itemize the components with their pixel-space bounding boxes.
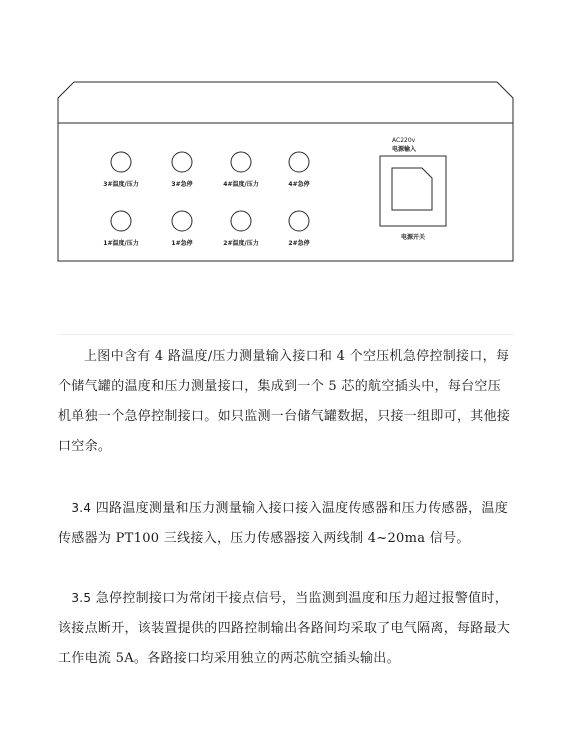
- device-panel-diagram: [0, 0, 569, 335]
- power-voltage-label: AC220v: [392, 137, 416, 144]
- port-label: 3#温度/压力: [103, 181, 139, 188]
- section-text: 四路温度测量和压力测量输入接口接入温度传感器和压力传感器，温度传感器为 PT100 三线接入，压力传感器接入两线制 4~20ma 信号。: [58, 501, 509, 546]
- port-label: 1#急停: [171, 240, 193, 247]
- port-label: 4#温度/压力: [223, 181, 259, 188]
- paragraph-3-5: [58, 583, 513, 674]
- port-label: 4#急停: [288, 181, 310, 188]
- power-input-label: 电源输入: [392, 146, 417, 153]
- section-number: 3.5: [71, 591, 92, 605]
- paragraph-text: [58, 583, 513, 674]
- section-number: 3.4: [71, 501, 92, 515]
- port-label: 2#急停: [288, 240, 310, 247]
- panel-top-bevel: [58, 82, 513, 123]
- paragraph-text: 上图中含有 4 路温度/压力测量输入接口和 4 个空压机急停控制接口，每个储气罐的温度和压力测量接口，集成到一个 5 芯的航空插头中，每台空压机单独一个急停控制接口。如只监测一台储气罐数据，只接一组即可，其他接口空余。: [58, 349, 511, 454]
- paragraph-3-4: [58, 493, 513, 554]
- paragraph-text: [58, 493, 513, 554]
- port-label: 1#温度/压力: [103, 240, 139, 247]
- figure-divider: [58, 334, 513, 335]
- section-text: 急停控制接口为常闭干接点信号，当监测到温度和压力超过报警值时，该接点断开，该装置提供的四路控制输出各路间均采取了电气隔离，每路最大工作电流 5A。各路接口均采用独立的两芯航空插头输出。: [58, 591, 511, 666]
- power-socket-icon: [392, 168, 432, 210]
- port-label: 3#急停: [171, 181, 193, 188]
- port-label: 2#温度/压力: [223, 240, 259, 247]
- paragraph-ports-overview: [58, 342, 513, 462]
- power-switch-label: 电源开关: [400, 234, 426, 241]
